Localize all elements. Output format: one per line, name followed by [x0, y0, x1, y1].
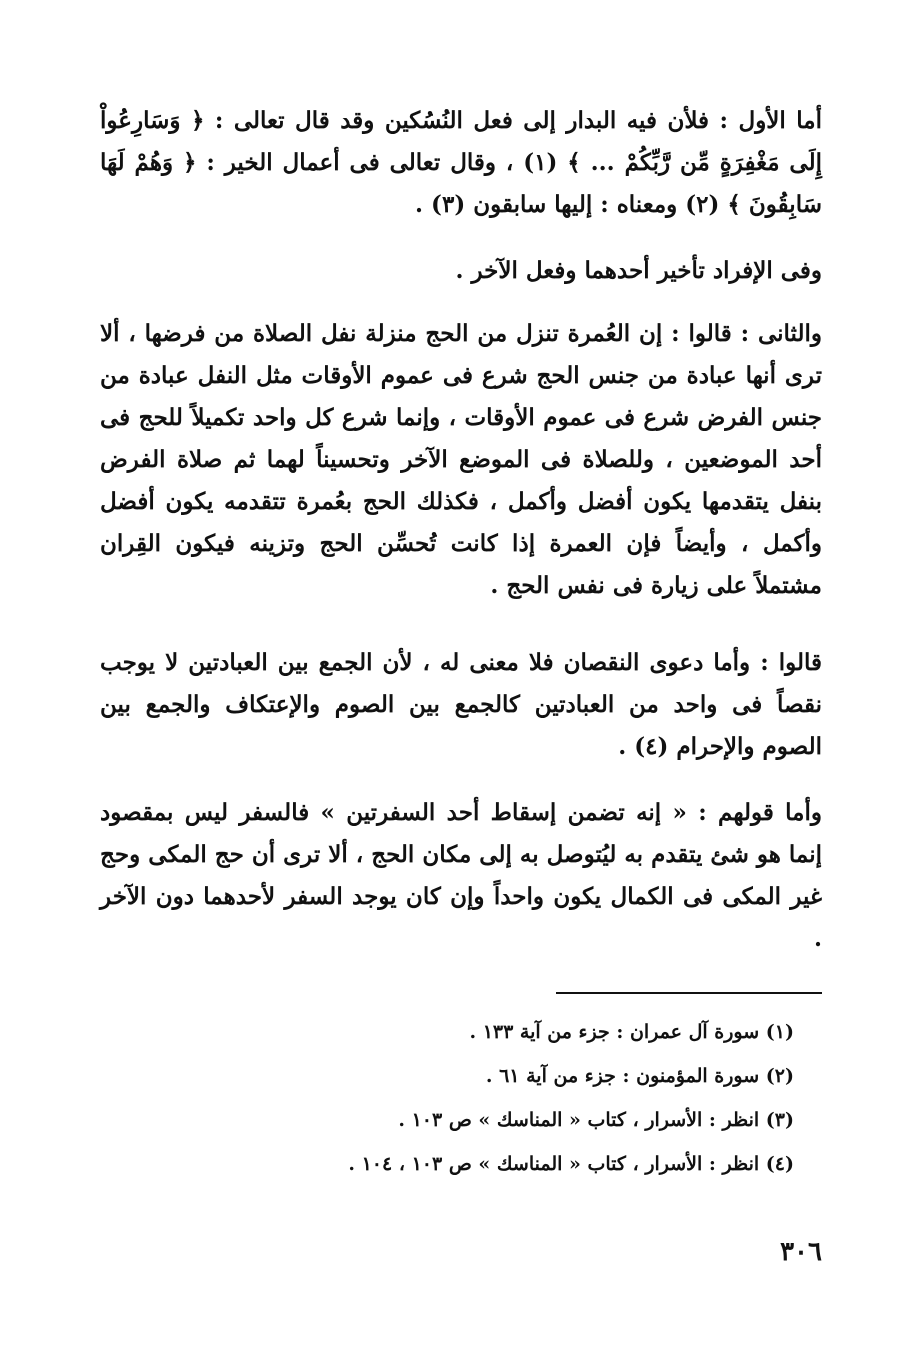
paragraph-4: قالوا : وأما دعوى النقصان فلا معنى له ، لأن الجمع بين العبادتين لا يوجب نقصاً فى واحد من العبادتين كالجمع بين الصوم والإعتكاف والجمع بين الصوم والإحرام (٤) .: [100, 649, 822, 760]
footnote-divider: [556, 992, 822, 994]
paragraph-2-block: [100, 250, 822, 292]
paragraph-4-block: [100, 642, 822, 768]
footnote-1: (١) سورة آل عمران : جزء من آية ١٣٣ .: [469, 1021, 794, 1043]
paragraph-3: والثانى : قالوا : إن العُمرة تنزل من الحج منزلة نفل الصلاة من فرضها ، ألا ترى أنها عبادة من جنس الحج شرع فى عموم الأوقات مثل النفل عبادة من جنس الفرض شرع فى عموم الأوقات ، وإنما شرع كل واحد تكميلاً للحج فى أحد الموضعين ، وللصلاة فى الموضع الآخر وتحسيناً لهما ثم صلاة الفرض بنفل يتقدمها يكون أفضل وأكمل ، فكذلك الحج بعُمرة تتقدمه يكون أفضل وأكمل ، وأيضاً فإن العمرة إذا كانت تُحسِّن الحج وتزينه فيكون القِران مشتملاً على زيارة فى نفس الحج .: [100, 320, 822, 599]
paragraph-1-block: [100, 100, 822, 226]
paragraph-5: وأما قولهم : « إنه تضمن إسقاط أحد السفرتين » فالسفر ليس بمقصود إنما هو شئ يتقدم به ليُتوصل به إلى مكان الحج ، ألا ترى أن حج المكى وحج غير المكى فى الكمال يكون واحداً وإن كان يوجد السفر لأحدهما دون الآخر .: [100, 799, 822, 952]
paragraph-1: أما الأول : فلأن فيه البدار إلى فعل النُسُكين وقد قال تعالى : ﴿ وَسَارِعُواْ إِلَى مَغْفِرَةٍ مِّن رَّبِّكُمْ ... ﴾ (١) ، وقال تعالى فى أعمال الخير : ﴿ وَهُمْ لَهَا سَابِقُونَ ﴾ (٢) ومعناه : إليها سابقون (٣) .: [100, 107, 822, 218]
footnote-2: (٢) سورة المؤمنون : جزء من آية ٦١ .: [485, 1065, 794, 1087]
page-number: ٣٠٦: [780, 1237, 822, 1267]
paragraph-2: وفى الإفراد تأخير أحدهما وفعل الآخر .: [455, 257, 822, 284]
paragraph-5-block: [100, 792, 822, 960]
paragraph-3-block: [100, 313, 822, 607]
footnote-4: (٤) انظر : الأسرار ، كتاب « المناسك » ص ١٠٣ ، ١٠٤ .: [348, 1153, 794, 1175]
footnote-3: (٣) انظر : الأسرار ، كتاب « المناسك » ص ١٠٣ .: [398, 1109, 794, 1131]
footnotes-list: [100, 1010, 794, 1186]
